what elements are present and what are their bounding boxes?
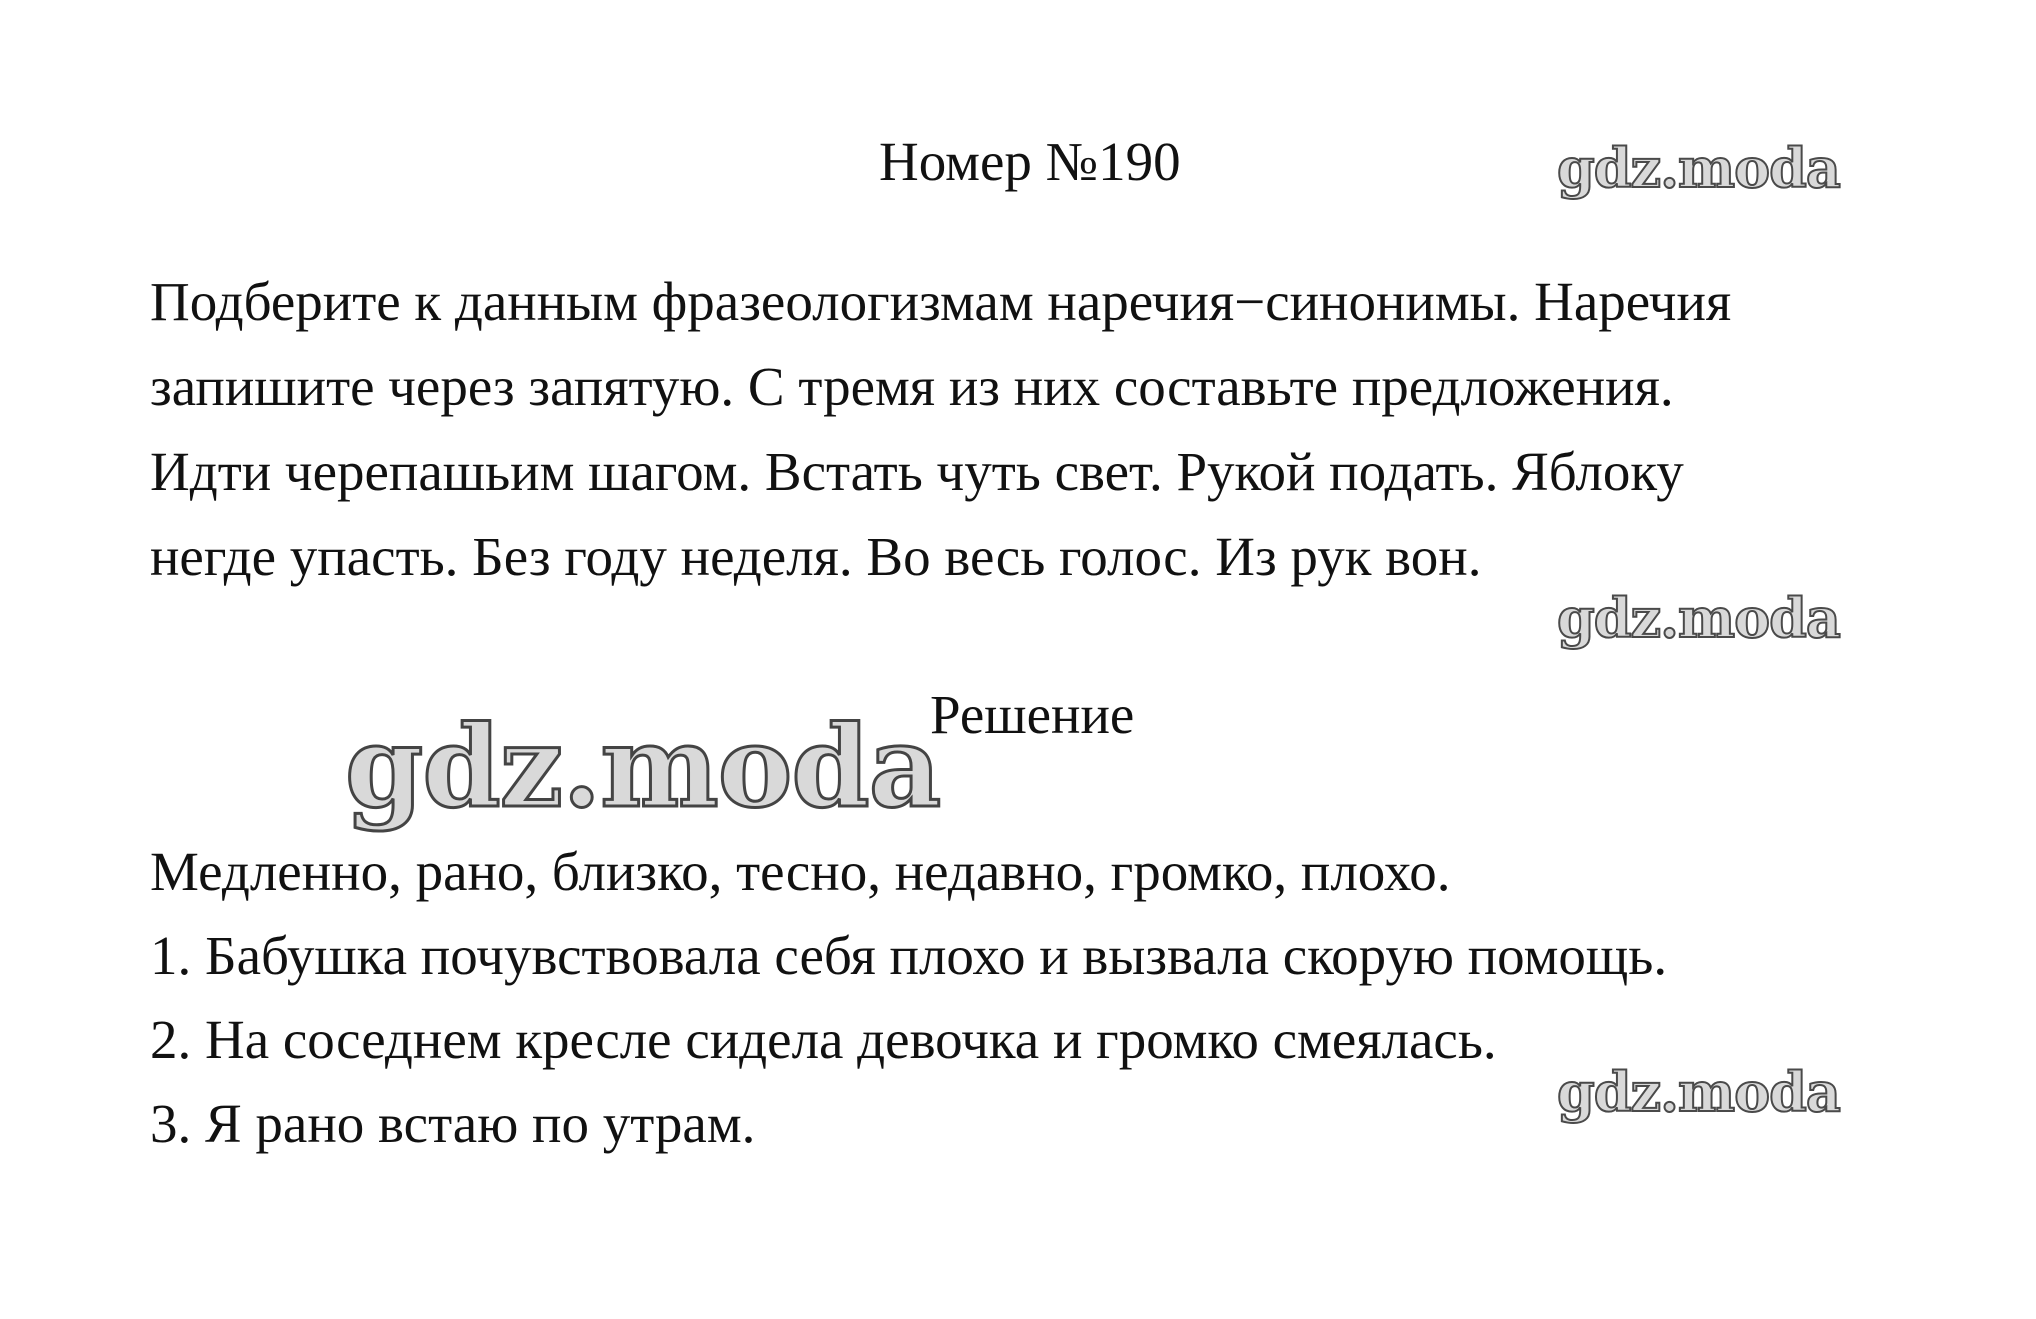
solution-line: 3. Я рано встаю по утрам. [150,1093,756,1154]
task-line: негде упасть. Без году неделя. Во весь голос. Из рук вон. [150,526,1482,587]
watermark-logo: gdz.moda [1557,586,1840,650]
solution-line: Медленно, рано, близко, тесно, недавно, громко, плохо. [150,841,1451,902]
page-title: Номер №190 [879,131,1181,192]
watermark-logo: gdz.moda [1557,1060,1840,1124]
watermark-logo: gdz.moda [345,702,941,833]
task-line: запишите через запятую. С тремя из них составьте предложения. [150,356,1674,417]
solution-line: 1. Бабушка почувствовала себя плохо и вызвала скорую помощь. [150,925,1668,986]
solution-heading: Решение [930,684,1135,745]
task-line: Подберите к данным фразеологизмам наречия−синонимы. Наречия [150,271,1732,332]
watermark-logo: gdz.moda [1557,136,1840,200]
task-line: Идти черепашьим шагом. Встать чуть свет. Рукой подать. Яблоку [150,441,1684,502]
solution-line: 2. На соседнем кресле сидела девочка и громко смеялась. [150,1009,1497,1070]
